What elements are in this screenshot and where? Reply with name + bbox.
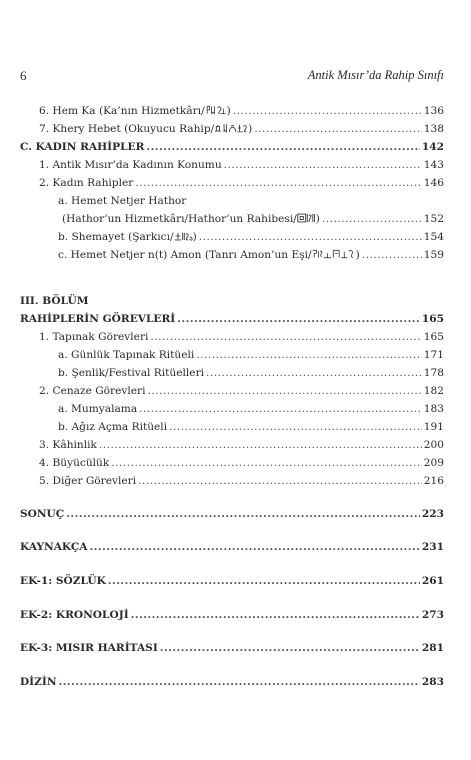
dot-leader: [160, 641, 420, 655]
toc-section-entry[interactable]: [20, 574, 444, 588]
toc-entry[interactable]: [39, 474, 444, 488]
toc-entry-title: b. Ağız Açma Ritüeli: [58, 421, 168, 433]
toc-entry[interactable]: [39, 456, 444, 470]
dot-leader: [169, 420, 422, 434]
toc-entry-title: 4. Büyücülük: [39, 457, 110, 469]
toc-page-number: 281: [421, 642, 444, 654]
toc-entry[interactable]: [39, 384, 444, 398]
dot-leader: [139, 402, 422, 416]
dot-leader: [322, 212, 422, 226]
hieroglyph-hem-ka-icon: [205, 105, 227, 115]
toc-entry[interactable]: [39, 158, 444, 172]
dot-leader: [66, 507, 420, 521]
toc-entry-title[interactable]: a. Hemet Netjer Hathor: [58, 195, 187, 207]
toc-page-number: 223: [421, 508, 444, 520]
dot-leader: [150, 330, 421, 344]
toc-entry-title: SONUÇ: [20, 508, 65, 520]
toc-entry[interactable]: [58, 420, 444, 434]
toc-entry[interactable]: [39, 330, 444, 344]
toc-page-number: 154: [423, 231, 444, 243]
dot-leader: [224, 158, 422, 172]
toc-entry-title: a. Günlük Tapınak Ritüeli: [58, 349, 195, 361]
toc-entry-title: RAHİPLERİN GÖREVLERİ: [20, 313, 176, 325]
toc-entry[interactable]: [58, 348, 444, 362]
dot-leader: [147, 384, 421, 398]
toc-entry-title: 2. Cenaze Görevleri: [39, 385, 146, 397]
running-title: Antik Mısır’da Rahip Sınıfı: [307, 68, 444, 82]
toc-page-number: 178: [423, 367, 444, 379]
toc-entry-title: 3. Kâhinlik: [39, 439, 97, 451]
toc-page-number: 200: [423, 439, 444, 451]
dot-leader: [362, 248, 422, 262]
hieroglyph-shemayet-icon: [174, 231, 193, 241]
toc-entry[interactable]: (Hathor’un Hizmetkârı/Hathor’un Rahibesi/ ) ..... 152: [62, 212, 444, 226]
page-number: 6: [20, 68, 27, 83]
hieroglyph-hemet-netjer-amon-icon: [312, 249, 356, 259]
toc-entry[interactable]: [58, 366, 444, 380]
dot-leader: [206, 366, 422, 380]
toc-entry-title: 6. Hem Ka (Ka’nın Hizmetkârı/: [39, 105, 205, 117]
toc-page-number: 165: [423, 331, 444, 343]
toc-page-number: 273: [421, 609, 444, 621]
toc-entry-title: a. Mumyalama: [58, 403, 138, 415]
toc-section-entry[interactable]: [20, 140, 444, 154]
dot-leader: [108, 574, 420, 588]
toc-page-number: 152: [423, 213, 444, 225]
dot-leader: [131, 608, 420, 622]
toc-page-number: 191: [423, 421, 444, 433]
dot-leader: [233, 104, 422, 118]
toc-entry[interactable]: c. Hemet Netjer n(t) Amon (Tanrı Amon’un Eşi/ ) ..... 159: [58, 248, 444, 262]
dot-leader: [177, 312, 420, 326]
dot-leader: [59, 675, 420, 689]
toc-page-number: 138: [423, 123, 444, 135]
toc-section-entry[interactable]: [20, 675, 444, 689]
dot-leader: [146, 140, 419, 154]
hieroglyph-hemet-netjer-hathor-icon: [297, 213, 316, 223]
toc-section-entry[interactable]: [20, 641, 444, 655]
toc-entry-title: c. Hemet Netjer n(t) Amon (Tanrı Amon’un Eşi/: [58, 249, 312, 261]
toc-entry-title: C. KADIN RAHİPLER: [20, 141, 145, 153]
toc-entry[interactable]: b. Shemayet (Şarkıcı/ ) ..... 154: [58, 230, 444, 244]
toc-page-number: 216: [423, 475, 444, 487]
toc-entry-title: 2. Kadın Rahipler: [39, 177, 134, 189]
toc-entry-title: b. Shemayet (Şarkıcı/: [58, 231, 174, 243]
toc-entry[interactable]: [39, 438, 444, 452]
toc-section-entry[interactable]: [20, 507, 444, 521]
toc-entry-title: b. Şenlik/Festival Ritüelleri: [58, 367, 205, 379]
toc-page-number: 261: [421, 575, 444, 587]
hieroglyph-khery-hebet-icon: [214, 123, 248, 133]
toc-entry-title: 1. Tapınak Görevleri: [39, 331, 149, 343]
toc-entry-title: (Hathor’un Hizmetkârı/Hathor’un Rahibesi/: [62, 213, 297, 225]
toc-page-number: 183: [423, 403, 444, 415]
toc-entry-title: 1. Antik Mısır’da Kadının Konumu: [39, 159, 222, 171]
dot-leader: [99, 438, 422, 452]
dot-leader: [254, 122, 421, 136]
toc-section-entry[interactable]: [20, 608, 444, 622]
dot-leader: [90, 540, 420, 554]
toc-entry[interactable]: 6. Hem Ka (Ka’nın Hizmetkârı/ ) ..... 136: [39, 104, 444, 118]
toc-entry-title: EK-2: KRONOLOJİ: [20, 609, 129, 621]
toc-entry-title: 7. Khery Hebet (Okuyucu Rahip/: [39, 123, 215, 135]
toc-page-number: 171: [423, 349, 444, 361]
toc-page-number: 159: [423, 249, 444, 261]
toc-page-number: 142: [421, 141, 444, 153]
toc-entry-title: EK-3: MISIR HARİTASI: [20, 642, 158, 654]
page-header: [0, 68, 471, 84]
toc-section-entry[interactable]: [20, 312, 444, 326]
dot-leader: [135, 176, 421, 190]
toc-entry-title: EK-1: SÖZLÜK: [20, 575, 106, 587]
toc-entry[interactable]: [58, 402, 444, 416]
toc-page-number: 143: [423, 159, 444, 171]
toc-page-number: 209: [423, 457, 444, 469]
dot-leader: [111, 456, 421, 470]
dot-leader: [196, 348, 421, 362]
toc-page-number: 136: [423, 105, 444, 117]
toc-entry-title: DİZİN: [20, 676, 57, 688]
toc-page-number: 182: [423, 385, 444, 397]
part-heading: III. BÖLÜM: [20, 295, 89, 307]
dot-leader: [138, 474, 422, 488]
toc-entry[interactable]: [39, 176, 444, 190]
toc-page-number: 165: [421, 313, 444, 325]
toc-section-entry[interactable]: [20, 540, 444, 554]
toc-entry-title: 5. Diğer Görevleri: [39, 475, 137, 487]
toc-entry[interactable]: 7. Khery Hebet (Okuyucu Rahip/ ) ..... 138: [39, 122, 444, 136]
toc-entry-title: KAYNAKÇA: [20, 541, 88, 553]
toc-page-number: 231: [421, 541, 444, 553]
dot-leader: [199, 230, 422, 244]
toc-page-number: 283: [421, 676, 444, 688]
toc-page-number: 146: [423, 177, 444, 189]
